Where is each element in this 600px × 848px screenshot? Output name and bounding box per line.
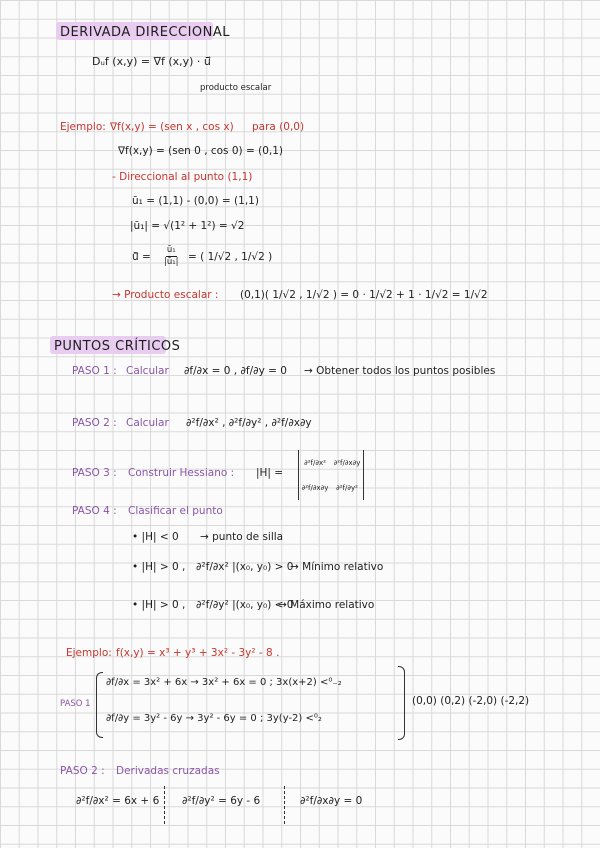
hessian-matrix [298,450,364,500]
example1-unit-frac [164,246,179,266]
divider-1 [164,786,165,824]
case3-cond: • |H| > 0 , [132,599,186,611]
directional-derivative-formula: Dᵤf (x,y) = ∇f (x,y) · ū⃗ [92,55,211,68]
example2-label: Ejemplo: [66,647,112,659]
divider-2 [284,786,285,824]
step1-result: → Obtener todos los puntos posibles [304,365,496,377]
unit-frac-num: ū₁ [166,245,176,255]
step1-label: PASO 1 : [72,365,117,377]
unit-frac-den: |ū₁| [164,256,179,267]
critical-points: (0,0) (0,2) (-2,0) (-2,2) [412,695,530,707]
step3-action: Construir Hessiano : [128,467,235,479]
step2-label: PASO 2 : [72,417,117,429]
example1-label: Ejemplo: [60,121,106,133]
step1-math: ∂f/∂x = 0 , ∂f/∂y = 0 [184,365,287,377]
example1-dot-expr: (0,1)( 1/√2 , 1/√2 ) = 0 · 1/√2 + 1 · 1/√2 = 1/√2 [240,289,488,301]
example1-dot-label: → Producto escalar : [112,289,219,301]
paso2-d2: ∂²f/∂y² = 6y - 6 [182,795,261,807]
case1-cond: • |H| < 0 [132,531,179,543]
example1-gradient: ∇f(x,y) = (sen x , cos x) [110,121,234,133]
paso2-text: Derivadas cruzadas [116,765,220,777]
step4-action: Clasificar el punto [128,505,223,517]
paso1-eq1: ∂f/∂x = 3x² + 6x → 3x² + 6x = 0 ; 3x(x+2) <⁰₋₂ [106,677,342,688]
case3-result: → Máximo relativo [278,599,375,611]
example1-unit-rhs: = ( 1/√2 , 1/√2 ) [188,251,273,263]
scalar-product-note: producto escalar [200,83,272,93]
right-brace [398,666,405,740]
paso2-d1: ∂²f/∂x² = 6x + 6 [76,795,160,807]
example1-unit-lhs: ū⃗ = [132,251,151,263]
paso2-d3: ∂²f/∂x∂y = 0 [300,795,363,807]
example1-point: para (0,0) [252,121,305,133]
left-brace [96,672,103,738]
step2-action: Calcular [126,417,169,429]
section-title-derivada: DERIVADA DIRECCIONAL [60,25,231,40]
paso2-label: PASO 2 : [60,765,105,777]
step3-math: |H| = [256,467,284,479]
step3-label: PASO 3 : [72,467,117,479]
case3-second: ∂²f/∂y² |(x₀, y₀) < 0 [196,599,294,611]
case2-cond: • |H| > 0 , [132,561,186,573]
example1-direction-label: - Direccional al punto (1,1) [112,171,253,183]
case2-result: → Mínimo relativo [290,561,384,573]
example2-function: f(x,y) = x³ + y³ + 3x² - 3y² - 8 . [116,647,280,659]
section-title-puntos: PUNTOS CRÍTICOS [54,339,181,354]
example1-eval: ∇f(x,y) = (sen 0 , cos 0) = (0,1) [118,145,284,157]
example1-norm: |ū₁| = √(1² + 1²) = √2 [130,220,245,232]
hessian-cell: ∂²f/∂x∂y [333,458,361,467]
step4-label: PASO 4 : [72,505,117,517]
hessian-cell: ∂²f/∂y² [336,483,358,492]
example1-u1: ū₁ = (1,1) - (0,0) = (1,1) [132,195,259,207]
case2-second: ∂²f/∂x² |(x₀, y₀) > 0 [196,561,294,573]
paso1-eq2: ∂f/∂y = 3y² - 6y → 3y² - 6y = 0 ; 3y(y-2) <⁰₂ [106,713,322,724]
step2-math: ∂²f/∂x² , ∂²f/∂y² , ∂²f/∂x∂y [186,417,312,429]
hessian-cell: ∂²f/∂x² [304,458,326,467]
paso1-label: PASO 1 [60,699,91,709]
step1-action: Calcular [126,365,169,377]
hessian-cell: ∂²f/∂x∂y [301,483,329,492]
case1-result: → punto de silla [200,531,284,543]
